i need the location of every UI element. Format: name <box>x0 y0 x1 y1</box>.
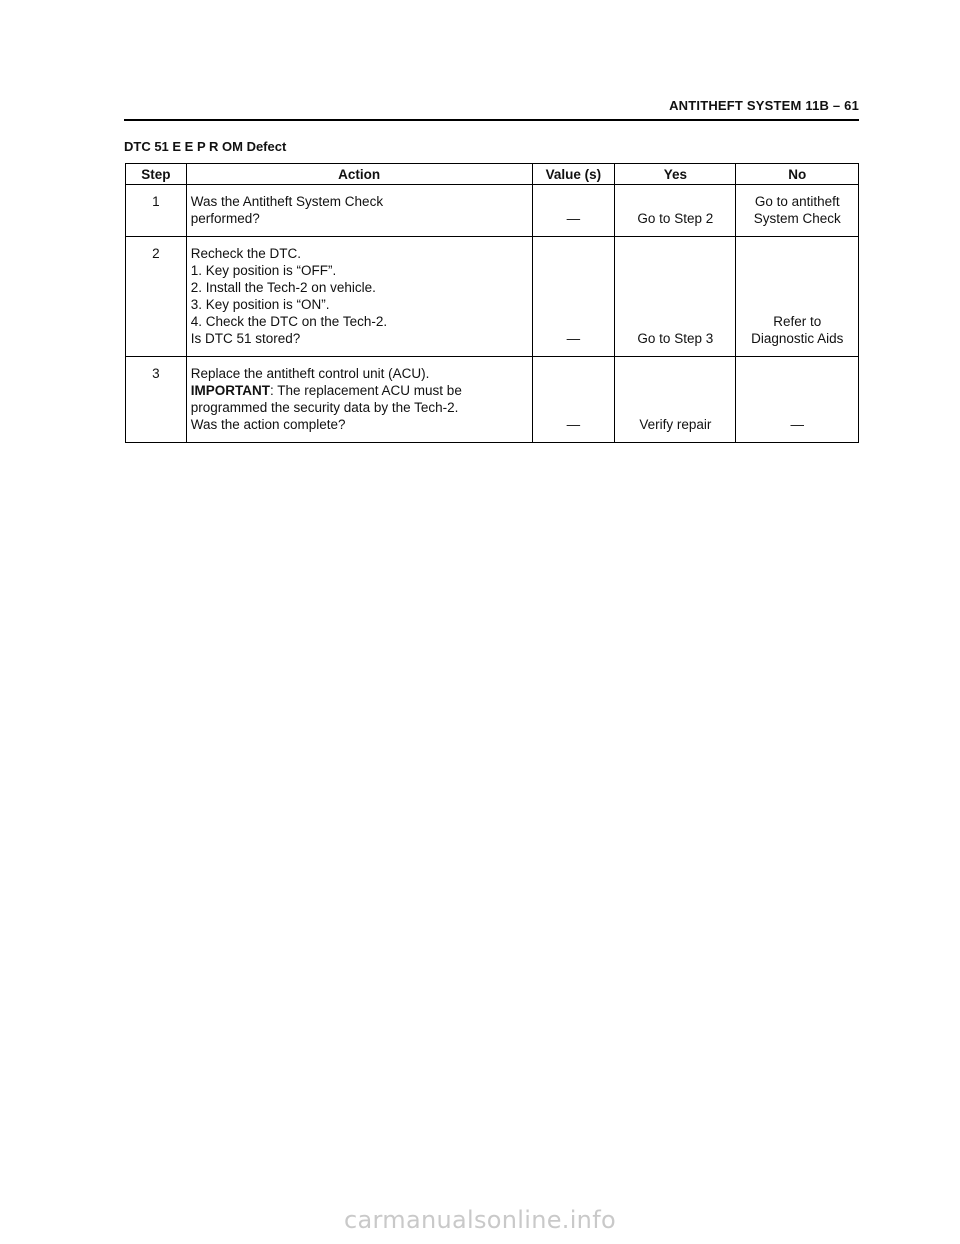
column-header-step: Step <box>126 164 187 185</box>
diagnostic-table <box>125 163 859 443</box>
yes-cell <box>615 185 736 237</box>
no-cell <box>736 357 859 443</box>
no-text: Refer to <box>773 314 822 329</box>
action-line: 1. Key position is “OFF”. <box>190 263 337 278</box>
action-line: 2. Install the Tech-2 on vehicle. <box>190 280 376 295</box>
action-line: programmed the security data by the Tech-2. <box>190 400 459 415</box>
column-header-no: No <box>736 164 859 185</box>
action-cell <box>186 185 532 237</box>
action-line: Recheck the DTC. <box>190 246 302 261</box>
step-number: 1 <box>126 185 187 237</box>
table-row <box>126 237 859 357</box>
no-cell <box>736 237 859 357</box>
no-text: — <box>790 417 804 432</box>
step-number: 3 <box>126 357 187 443</box>
action-cell <box>186 237 532 357</box>
column-header-yes: Yes <box>615 164 736 185</box>
yes-text: Verify repair <box>639 417 712 432</box>
column-header-value: Value (s) <box>532 164 615 185</box>
no-text: Go to antitheft <box>754 194 840 209</box>
action-cell <box>186 357 532 443</box>
table-row <box>126 357 859 443</box>
action-line: 3. Key position is “ON”. <box>190 297 330 312</box>
step-number: 2 <box>126 237 187 357</box>
yes-cell <box>615 237 736 357</box>
no-text: System Check <box>753 211 841 226</box>
table-header-row <box>126 164 859 185</box>
value-cell: — <box>532 357 615 443</box>
important-label: IMPORTANT <box>190 383 270 398</box>
yes-cell <box>615 357 736 443</box>
header-rule <box>124 119 859 121</box>
action-line: 4. Check the DTC on the Tech-2. <box>190 314 388 329</box>
action-line <box>191 382 528 399</box>
value-cell: — <box>532 185 615 237</box>
yes-text: Go to Step 3 <box>637 331 714 346</box>
yes-text: Go to Step 2 <box>637 211 714 226</box>
action-line: Replace the antitheft control unit (ACU). <box>190 366 430 381</box>
action-line: Was the Antitheft System Check <box>190 194 384 209</box>
action-line: Is DTC 51 stored? <box>190 331 301 346</box>
watermark: carmanualsonline.info <box>344 1206 616 1234</box>
no-text: Diagnostic Aids <box>751 331 844 346</box>
important-text: : The replacement ACU must be <box>269 383 462 398</box>
table-row <box>126 185 859 237</box>
page-header: ANTITHEFT SYSTEM 11B – 61 <box>669 98 859 113</box>
no-cell <box>736 185 859 237</box>
section-title: DTC 51 E E P R OM Defect <box>124 139 287 154</box>
column-header-action: Action <box>186 164 532 185</box>
action-line: Was the action complete? <box>190 417 346 432</box>
action-line: performed? <box>190 211 260 226</box>
value-cell: — <box>532 237 615 357</box>
